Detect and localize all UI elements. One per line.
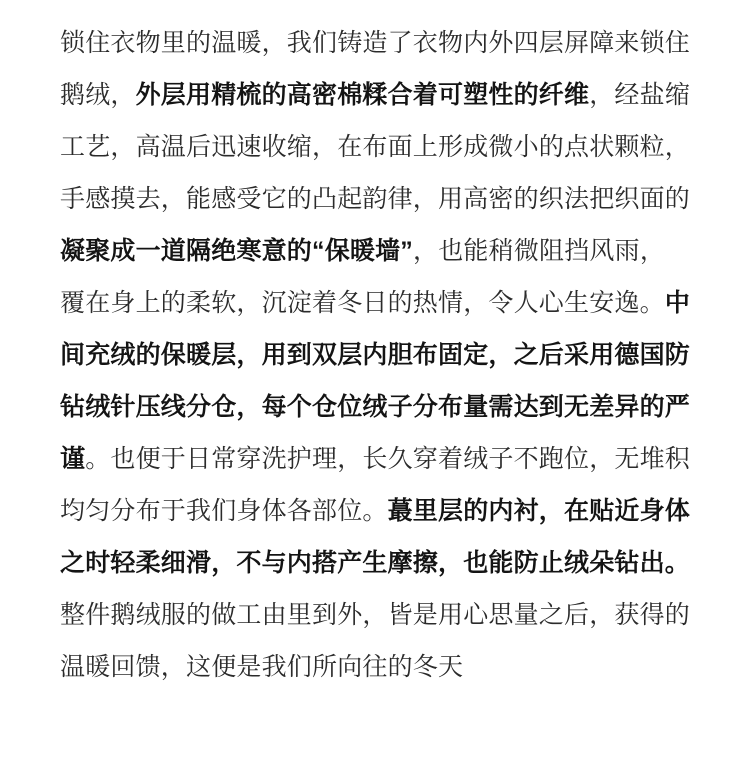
text-line — [60, 121, 696, 173]
bold-text-run: 钻绒针压线分仓，每个仓位绒子分布量需达到无差异的严 — [60, 393, 691, 421]
text-line — [60, 173, 696, 225]
text-line — [60, 381, 696, 433]
text-line — [60, 433, 696, 485]
text-run: 整件鹅绒服的做工由里到外，皆是用心思量之后，获得的 — [60, 601, 691, 629]
text-run: ，经盐缩 — [589, 81, 691, 109]
text-line — [60, 485, 696, 537]
bold-text-run: 蕞里层的内衬，在贴近身体 — [387, 497, 691, 525]
bold-text-run: 凝聚成一道隔绝寒意的“保暖墙” — [60, 237, 414, 265]
text-run: 手感摸去，能感受它的凸起韵律，用高密的织法把织面的 — [60, 185, 691, 213]
bold-text-run: 外层用精梳的高密棉糅合着可塑性的纤维 — [135, 81, 590, 109]
text-run: ，也能稍微阻挡风雨， — [413, 237, 666, 265]
text-line — [60, 641, 696, 693]
bold-text-run: 间充绒的保暖层，用到双层内胆布固定，之后采用德国防 — [60, 341, 691, 369]
text-run: 。也便于日常穿洗护理，长久穿着绒子不跑位，无堆积 — [85, 445, 691, 473]
text-line — [60, 329, 696, 381]
text-line — [60, 537, 696, 589]
text-run: 温暖回馈，这便是我们所向往的冬天 — [60, 653, 464, 681]
bold-text-run: 谨 — [60, 445, 86, 473]
text-run: 鹅绒， — [60, 81, 136, 109]
text-run: 工艺，高温后迅速收缩，在布面上形成微小的点状颗粒， — [60, 133, 691, 161]
bold-text-run: 之时轻柔细滑，不与内搭产生摩擦，也能防止绒朵钻出。 — [60, 549, 691, 577]
text-run: 锁住衣物里的温暖，我们铸造了衣物内外四层屏障来锁住 — [60, 29, 691, 57]
text-line — [60, 69, 696, 121]
text-line — [60, 225, 696, 277]
bold-text-run: 中 — [664, 289, 691, 317]
text-line — [60, 17, 696, 69]
text-run: 均匀分布于我们身体各部位。 — [60, 497, 388, 525]
text-line — [60, 589, 696, 641]
text-line — [60, 277, 696, 329]
text-run: 覆在身上的柔软，沉淀着冬日的热情，令人心生安逸。 — [60, 289, 665, 317]
